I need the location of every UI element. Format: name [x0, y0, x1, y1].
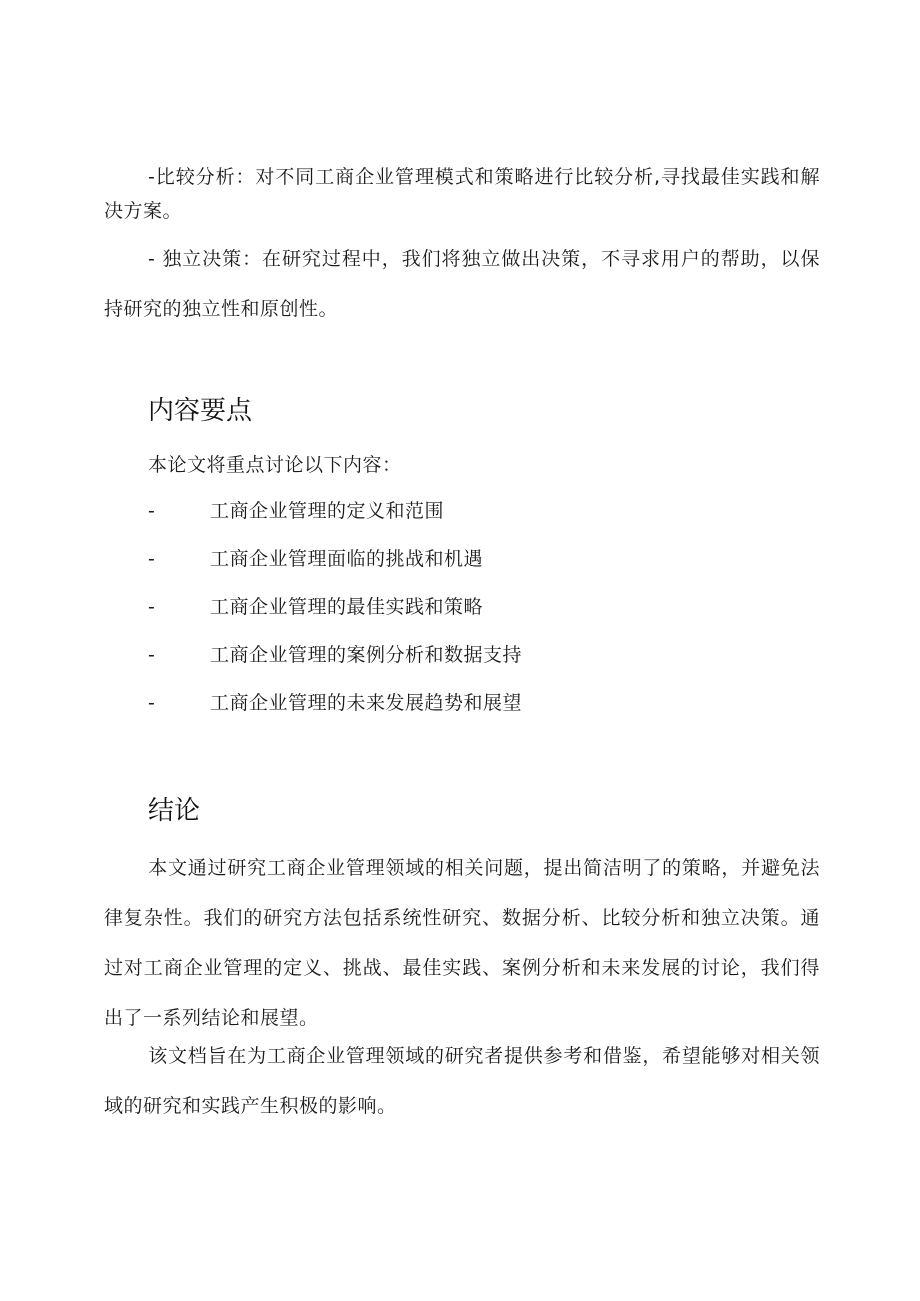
- conclusion-paragraph-1-text: 本文通过研究工商企业管理领域的相关问题，提出简洁明了的策略，并避免法律复杂性。我们的研究方法包括系统性研究、数据分析、比较分析和独立决策。通过对工商企业管理的定义、挑战、最佳实践、案例分析和未来发展的讨论，我们得出了一系列结论和展望。: [104, 857, 820, 1029]
- method-independent-text: - 独立决策：在研究过程中，我们将独立做出决策，不寻求用户的帮助，以保持研究的独立性和原创性。: [104, 248, 820, 320]
- list-item: [148, 544, 483, 571]
- list-item-text: 工商企业管理的未来发展趋势和展望: [210, 692, 523, 714]
- content-intro-text: 本论文将重点讨论以下内容：: [148, 454, 402, 476]
- list-item: [148, 496, 444, 523]
- list-bullet: -: [148, 548, 156, 570]
- method-comparison-paragraph: [104, 160, 820, 228]
- list-item: [148, 592, 483, 619]
- list-item-text: 工商企业管理的定义和范围: [210, 500, 445, 522]
- method-independent-paragraph: [104, 234, 820, 334]
- conclusion-section-heading: 结论: [148, 796, 201, 826]
- list-bullet: -: [148, 692, 156, 714]
- list-bullet: -: [148, 596, 156, 618]
- list-bullet: -: [148, 500, 156, 522]
- conclusion-paragraph-2: [104, 1031, 820, 1131]
- list-bullet: -: [148, 644, 156, 666]
- list-item: [148, 640, 522, 667]
- conclusion-paragraph-1: [104, 843, 820, 1043]
- list-item: [148, 688, 522, 715]
- list-item-text: 工商企业管理的最佳实践和策略: [210, 596, 484, 618]
- content-section-heading: 内容要点: [148, 396, 253, 426]
- content-intro: [148, 450, 402, 477]
- method-comparison-text: -比较分析：对不同工商企业管理模式和策略进行比较分析,寻找最佳实践和解决方案。: [104, 166, 820, 222]
- list-item-text: 工商企业管理的案例分析和数据支持: [210, 644, 523, 666]
- list-item-text: 工商企业管理面临的挑战和机遇: [210, 548, 484, 570]
- conclusion-paragraph-2-text: 该文档旨在为工商企业管理领域的研究者提供参考和借鉴，希望能够对相关领域的研究和实践产生积极的影响。: [104, 1045, 820, 1117]
